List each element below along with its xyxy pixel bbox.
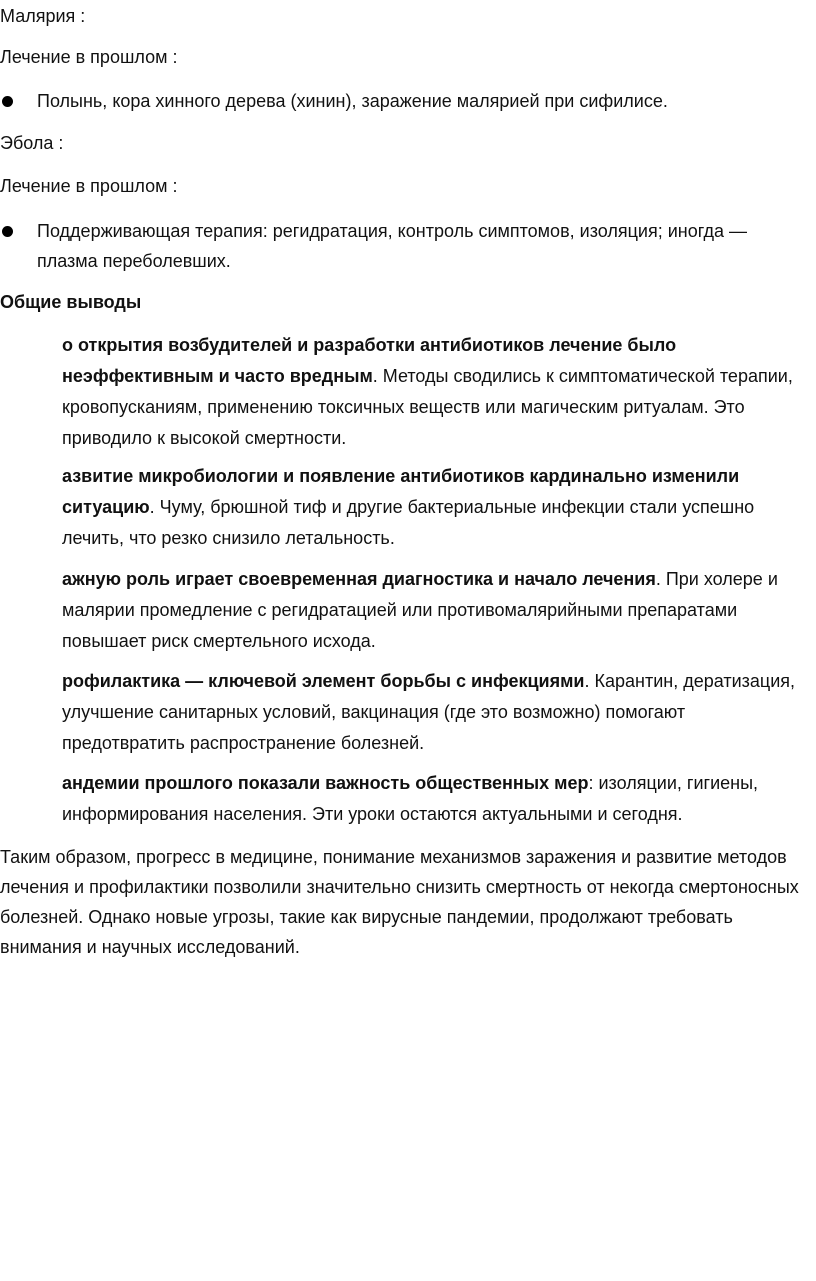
conclusion-item: [62, 768, 807, 830]
conclusion-item-bold: ажную роль играет своевременная диагностика и начало лечения: [62, 569, 656, 589]
conclusion-item: [62, 461, 807, 554]
ebola-treatment-text: Поддерживающая терапия: регидратация, контроль симптомов, изоляция; иногда — плазма переболевших.: [37, 221, 747, 271]
conclusion-item: [62, 330, 807, 454]
ebola-past-treatment-label: Лечение в прошлом :: [0, 176, 178, 196]
conclusion-item-bold: азвитие микробиологии и появление антибиотиков кардинально изменили ситуацию: [62, 466, 740, 517]
malaria-treatment-text: Полынь, кора хинного дерева (хинин), заражение малярией при сифилисе.: [37, 91, 668, 111]
conclusion-item-text: : изоляции, гигиены, информирования населения. Эти уроки остаются актуальными и сегодня.: [62, 773, 759, 824]
ebola-title: Эбола :: [0, 133, 64, 153]
conclusion-item: [62, 666, 807, 759]
malaria-past-treatment-label: Лечение в прошлом :: [0, 47, 178, 67]
bullet-dot-icon: [2, 226, 13, 237]
conclusion-item: [62, 564, 807, 657]
conclusions-heading: Общие выводы: [0, 292, 142, 312]
conclusion-item-bold: андемии прошлого показали важность общественных мер: [62, 773, 589, 793]
conclusion-item-text: . Методы сводились к симптоматической терапии, кровопусканиям, применению токсичных веществ или магическим ритуалам. Это приводило к высокой смертности.: [62, 366, 793, 448]
conclusion-item-text: . При холере и малярии промедление с регидратацией или противомалярийными препаратами повышает риск смертельного исхода.: [62, 569, 778, 651]
bullet-dot-icon: [2, 96, 13, 107]
conclusion-item-text: . Чуму, брюшной тиф и другие бактериальные инфекции стали успешно лечить, что резко снизило летальность.: [62, 497, 755, 548]
malaria-title: Малярия :: [0, 6, 86, 26]
conclusion-item-bold: о открытия возбудителей и разработки антибиотиков лечение было неэффективным и часто вредным: [62, 335, 677, 386]
summary-paragraph: Таким образом, прогресс в медицине, понимание механизмов заражения и развитие методов лечения и профилактики позволили значительно снизить смертность от некогда смертоносных болезней. Однако новые угрозы, такие как вирусные пандемии, продолжают требовать внимания и научных исследований.: [0, 847, 799, 957]
conclusion-item-text: . Карантин, дератизация, улучшение санитарных условий, вакцинация (где это возможно) помогают предотвратить распространение болезней.: [62, 671, 796, 753]
conclusion-item-bold: рофилактика — ключевой элемент борьбы с инфекциями: [62, 671, 585, 691]
